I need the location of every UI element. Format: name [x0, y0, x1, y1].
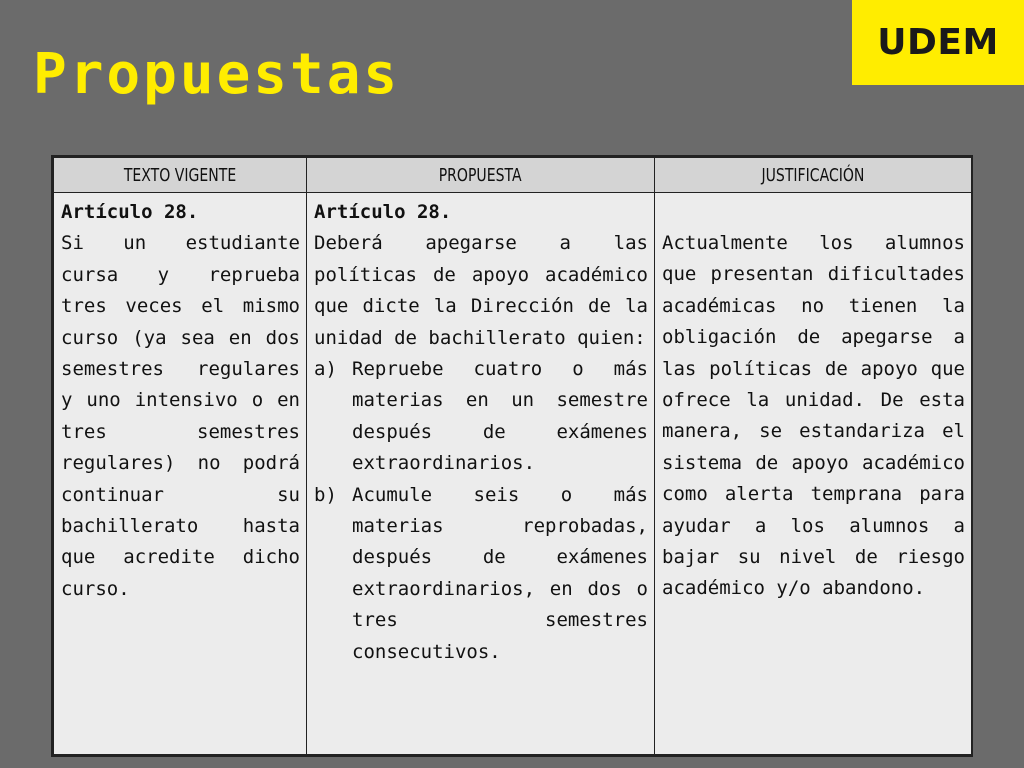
list-text: Acumule seis o más materias reprobadas, después de exámenes extraordinarios, en dos o tres semestres consecutivos.: [352, 483, 648, 663]
vigente-article-title: Artículo 28.: [61, 201, 199, 223]
cell-texto-vigente: [54, 193, 307, 755]
header-justificacion: JUSTIFICACIÓN: [655, 158, 972, 193]
udem-logo: [852, 0, 1024, 85]
propuesta-article-title: Artículo 28.: [314, 201, 452, 223]
list-marker: b): [314, 483, 337, 506]
cell-propuesta: [307, 193, 655, 755]
comparison-table: [51, 155, 973, 757]
cell-justificacion: [655, 193, 972, 755]
slide-title: Propuestas: [33, 42, 401, 107]
propuesta-intro: Deberá apegarse a las políticas de apoyo académico que dicte la Dirección de la unidad de bachillerato quien:: [314, 232, 648, 349]
table-row: [54, 193, 972, 755]
logo-text: UDEM: [877, 22, 999, 63]
vigente-body: Si un estudiante cursa y reprueba tres veces el mismo curso (ya sea en dos semestres regulares y uno intensivo o en tres semestres regulares) no podrá continuar su bachillerato hasta que acredite dicho curso.: [61, 232, 300, 600]
list-item: [314, 480, 648, 668]
list-text: Repruebe cuatro o más materias en un semestre después de exámenes extraordinarios.: [352, 358, 648, 475]
list-item: [314, 354, 648, 480]
table-header-row: [54, 158, 972, 193]
list-marker: a): [314, 358, 337, 381]
propuesta-list: [314, 354, 648, 668]
header-texto-vigente: TEXTO VIGENTE: [54, 158, 307, 193]
justificacion-body: Actualmente los alumnos que presentan dificultades académicas no tienen la obligación de apegarse a las políticas de apoyo que ofrece la unidad. De esta manera, se estandariza el sistema de apoyo académico como alerta temprana para ayudar a los alumnos a bajar su nivel de riesgo académico y/o abandono.: [662, 232, 965, 600]
header-propuesta: PROPUESTA: [307, 158, 655, 193]
